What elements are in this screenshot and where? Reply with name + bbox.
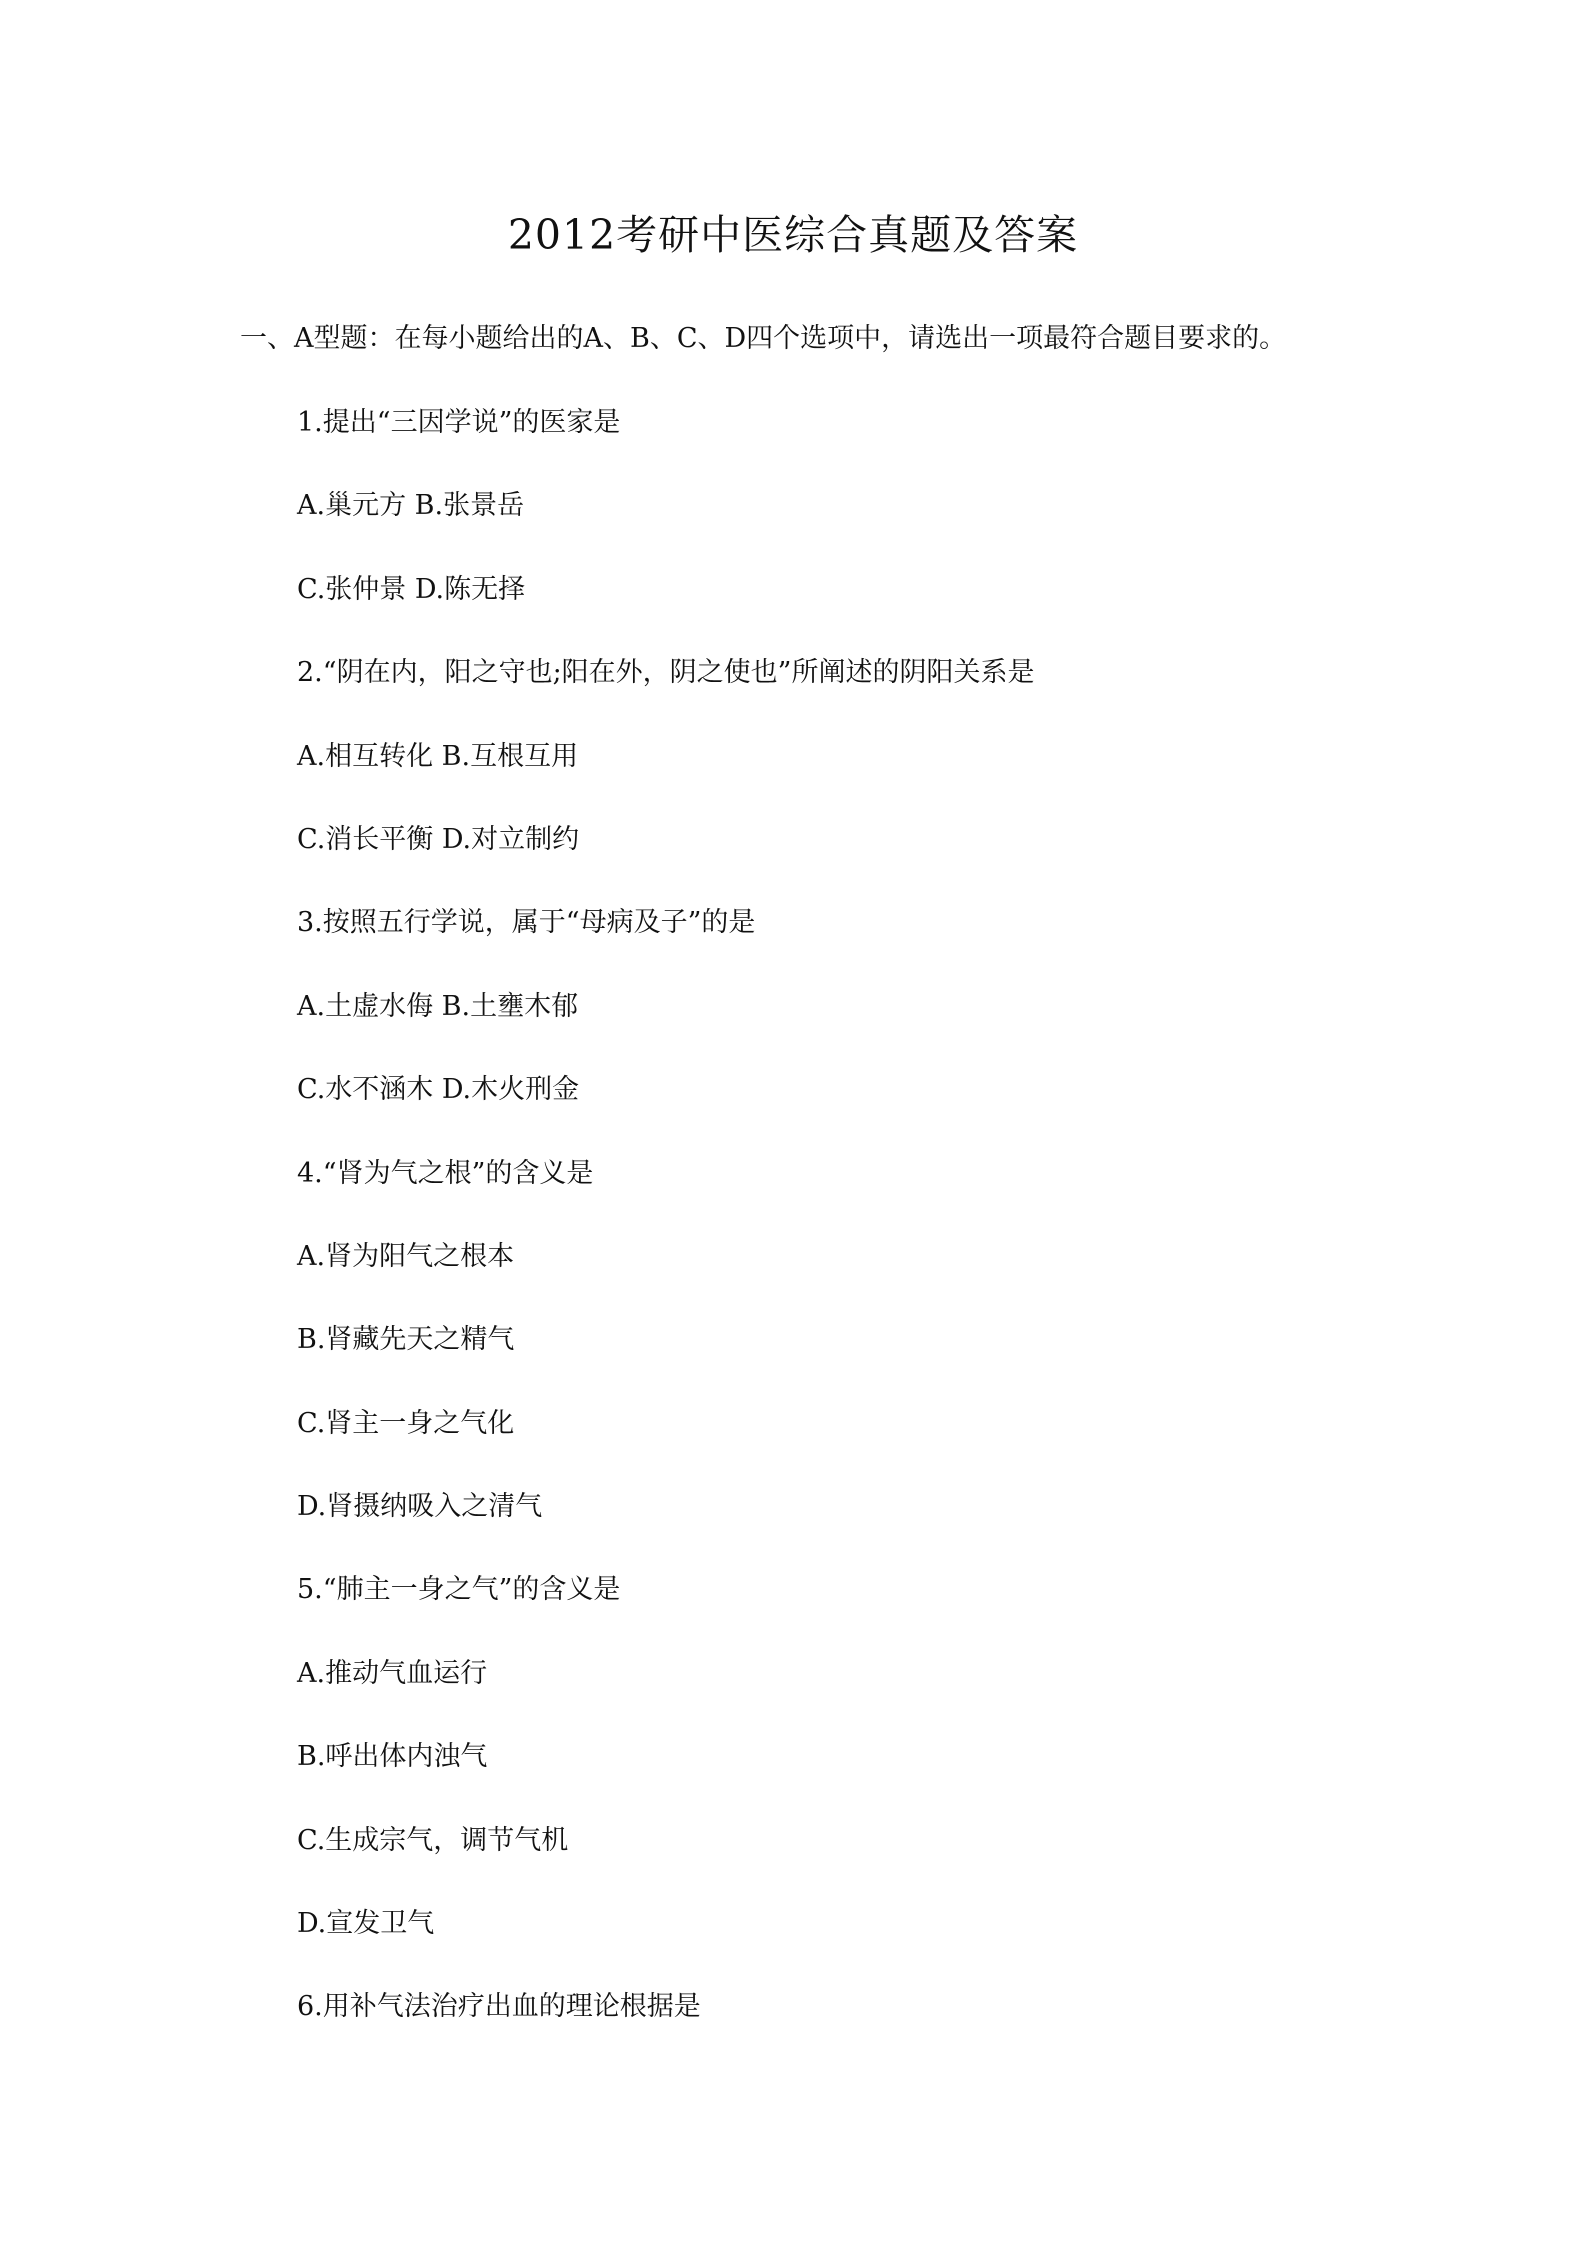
question-1-stem: 1.提出“三因学说”的医家是 <box>297 407 621 438</box>
question-5-option-a: A.推动气血运行 <box>297 1657 488 1689</box>
question-4-option-c: C.肾主一身之气化 <box>297 1407 515 1439</box>
question-2-options-ab: A.相互转化 B.互根互用 <box>297 740 579 772</box>
question-3-stem: 3.按照五行学说，属于“母病及子”的是 <box>297 907 756 939</box>
question-1-options-ab: A.巢元方 B.张景岳 <box>297 490 525 522</box>
question-5-option-d: D.宣发卫气 <box>297 1908 435 1940</box>
question-5-option-b: B.呼出体内浊气 <box>297 1741 488 1773</box>
question-5-stem: 5.“肺主一身之气”的含义是 <box>297 1574 621 1606</box>
question-1-options-cd: C.张仲景 D.陈无择 <box>297 573 526 605</box>
question-3-options-ab: A.土虚水侮 B.土壅木郁 <box>297 990 579 1022</box>
question-5-option-c: C.生成宗气，调节气机 <box>297 1824 569 1856</box>
document-title: 2012考研中医综合真题及答案 <box>507 211 1079 259</box>
question-6-stem: 6.用补气法治疗出血的理论根据是 <box>297 1991 701 2023</box>
question-3-options-cd: C.水不涵木 D.木火刑金 <box>297 1074 580 1106</box>
question-2-stem: 2.“阴在内，阳之守也;阳在外，阴之使也”所阐述的阴阳关系是 <box>297 657 1035 689</box>
section-instruction: 一、A型题：在每小题给出的A、B、C、D四个选项中，请选出一项最符合题目要求的。 <box>240 323 1287 354</box>
question-list <box>297 402 1034 2070</box>
question-4-option-d: D.肾摄纳吸入之清气 <box>297 1491 543 1523</box>
question-4-option-b: B.肾藏先天之精气 <box>297 1324 515 1356</box>
question-4-stem: 4.“肾为气之根”的含义是 <box>297 1157 594 1189</box>
question-4-option-a: A.肾为阳气之根本 <box>297 1240 515 1272</box>
question-2-options-cd: C.消长平衡 D.对立制约 <box>297 823 580 855</box>
